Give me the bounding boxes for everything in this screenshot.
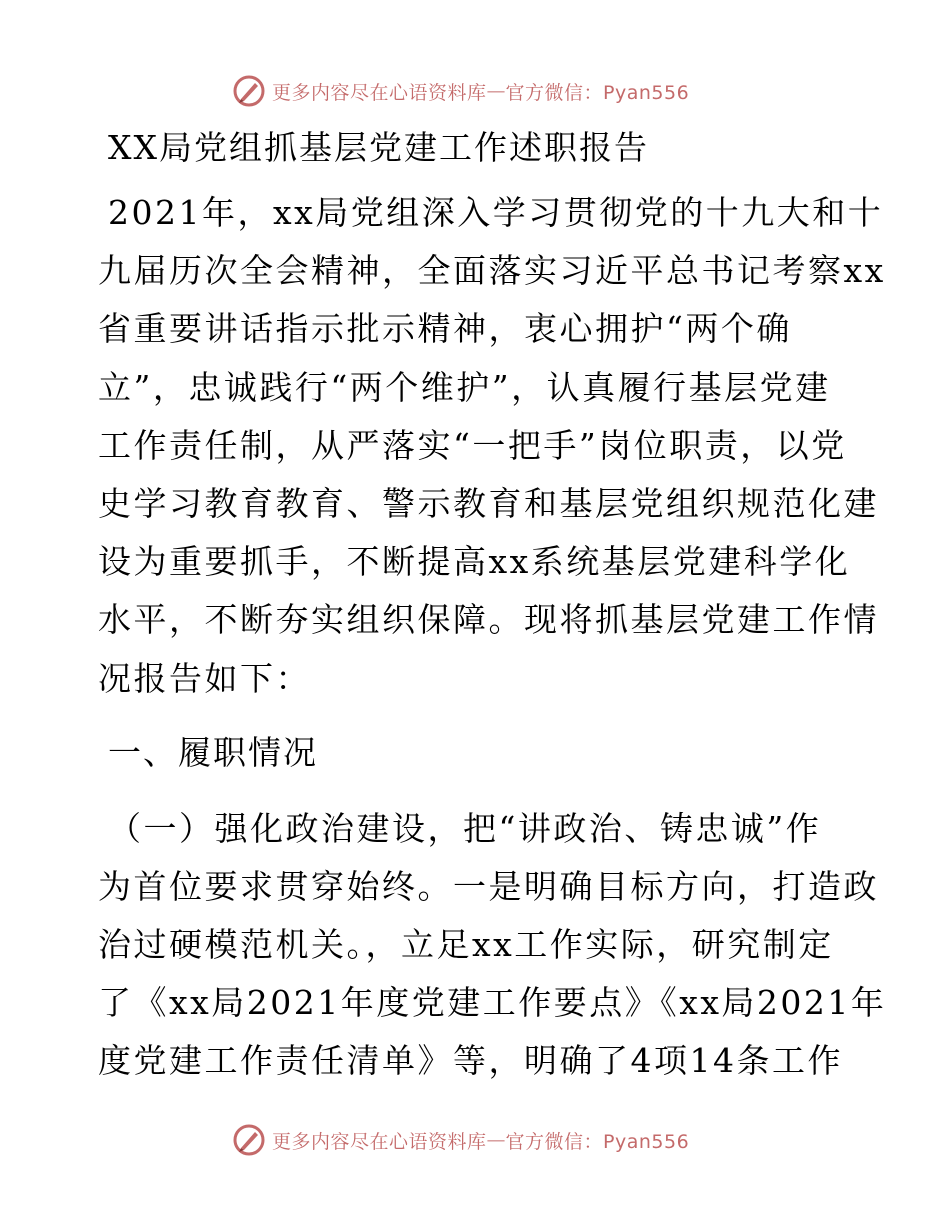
footer-watermark [232,1120,752,1160]
watermark-separator: — [486,1129,506,1151]
text-line: 九届历次全会精神，全面落实习近平总书记考察xx [98,251,886,291]
watermark-text: 更多内容尽在心语资料库 [272,1130,487,1153]
watermark-text: 更多内容尽在心语资料库 [272,81,487,104]
watermark-contact: 官方微信：Pyan556 [505,1130,690,1153]
text-line: 水平，不断夯实组织保障。现将抓基层党建工作情 [98,600,879,640]
text-line: （一）强化政治建设，把“讲政治、铸忠诚”作 [108,808,822,848]
document-title: XX局党组抓基层党建工作述职报告 [108,128,649,167]
section-heading: 一、履职情况 [108,732,318,772]
text-line: 为首位要求贯穿始终。一是明确目标方向，打造政 [98,866,879,906]
text-line: 史学习教育教育、警示教育和基层党组织规范化建 [98,483,879,523]
text-line: 了《xx局2021年度党建工作要点》《xx局2021年 [98,983,887,1023]
pen-logo-icon [232,1123,266,1157]
text-line: 设为重要抓手，不断提高xx系统基层党建科学化 [98,542,851,582]
text-line: 省重要讲话指示批示精神，衷心拥护“两个确 [98,309,792,349]
text-line: 况报告如下： [98,658,311,698]
text-line: 度党建工作责任清单》等，明确了4项14条工作 [98,1041,843,1081]
header-watermark [232,71,752,111]
document-body [98,120,887,1091]
watermark-separator: — [486,80,506,102]
paragraph-intro [98,184,886,708]
text-line: 立”，忠诚践行“两个维护”，认真履行基层党建 [98,367,831,407]
pen-logo-icon [232,74,266,108]
text-line: 工作责任制，从严落实“一把手”岗位职责，以党 [98,425,847,465]
watermark-contact: 官方微信：Pyan556 [505,81,690,104]
paragraph-political-building [98,800,887,1091]
text-line: 2021年，xx局党组深入学习贯彻党的十九大和十 [108,193,884,232]
text-line: 治过硬模范机关。，立足xx工作实际，研究制定 [98,925,834,965]
